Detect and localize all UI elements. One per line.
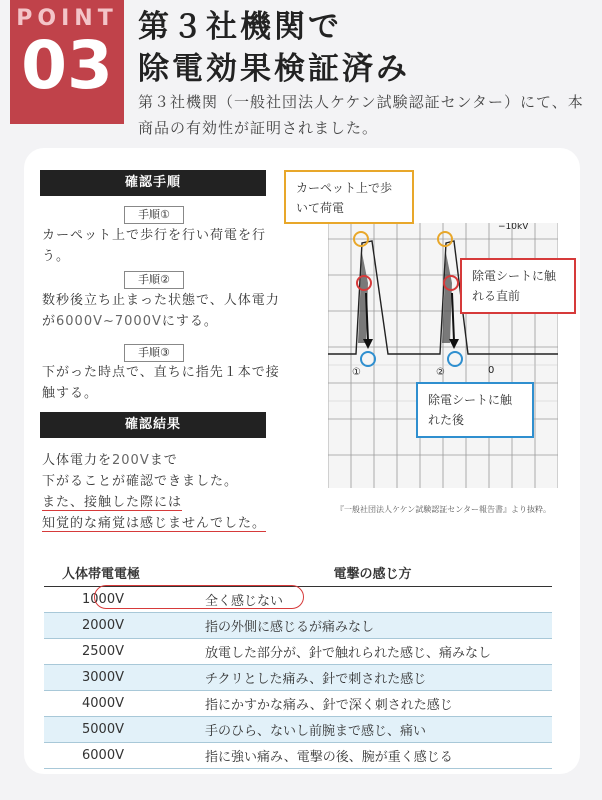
sensation-cell: 指の外側に感じるが痛みなし bbox=[193, 613, 552, 639]
header-sensation: 電撃の感じ方 bbox=[193, 558, 552, 587]
step-3-text: 下がった時点で、直ちに指先１本で接触する。 bbox=[42, 365, 280, 401]
result-line-4-text: 知覚的な痛覚は感じませんでした。 bbox=[42, 516, 267, 531]
title-line-2: 除電効果検証済み bbox=[138, 51, 410, 87]
sensation-cell: 指に強い痛み、電撃の後、腕が重く感じる bbox=[193, 743, 552, 769]
callout-after-touch: 除電シートに触れた後 bbox=[416, 382, 534, 438]
result-line-1-post: まで bbox=[149, 453, 178, 468]
sensation-cell: チクリとした痛み、針で刺された感じ bbox=[193, 665, 552, 691]
content-card bbox=[24, 148, 580, 774]
sensation-cell: 全く感じない bbox=[193, 587, 552, 613]
trace-marker-2: ② bbox=[436, 367, 445, 378]
point-number: 03 bbox=[21, 27, 113, 104]
result-line-4 bbox=[42, 513, 292, 534]
zero-label: 0 bbox=[488, 365, 495, 376]
voltage-cell: 2500V bbox=[44, 639, 193, 665]
step-2-text bbox=[42, 290, 282, 332]
callout-before-touch: 除電シートに触れる直前 bbox=[460, 258, 576, 314]
voltage-highlight: 6000V~7000V bbox=[56, 314, 162, 329]
header-voltage: 人体帯電電極 bbox=[44, 558, 193, 587]
table-row bbox=[44, 691, 552, 717]
voltage-cell: 3000V bbox=[44, 665, 193, 691]
result-line-3 bbox=[42, 492, 292, 513]
table-row bbox=[44, 743, 552, 769]
table-row bbox=[44, 613, 552, 639]
voltage-cell: 4000V bbox=[44, 691, 193, 717]
callout-charging: カーペット上で歩いて荷電 bbox=[284, 170, 414, 224]
point-word: POINT bbox=[16, 6, 118, 31]
table-row bbox=[44, 665, 552, 691]
highlight-oval bbox=[94, 585, 304, 609]
sensation-cell: 放電した部分が、針で触れられた感じ、痛みなし bbox=[193, 639, 552, 665]
result-line-1 bbox=[42, 450, 292, 471]
voltage-cell: 6000V bbox=[44, 743, 193, 769]
title-line-1: 第３社機関で bbox=[138, 9, 342, 45]
result-text bbox=[42, 450, 292, 534]
step-1-text: カーペット上で歩行を行い荷電を行う。 bbox=[42, 228, 267, 264]
result-line-1-pre: 人体電力を bbox=[42, 453, 113, 468]
voltage-cell: 2000V bbox=[44, 613, 193, 639]
result-line-2: 下がることが確認できました。 bbox=[42, 474, 239, 489]
step-1-label: 手順① bbox=[124, 206, 184, 224]
trace-marker-1: ① bbox=[352, 367, 361, 378]
result-line-3-text: また、接触した際には bbox=[42, 495, 183, 510]
sensation-cell: 指にかすかな痛み、針で深く刺された感じ bbox=[193, 691, 552, 717]
voltage-cell: 1000V bbox=[44, 587, 193, 613]
source-note: 『一般社団法人ケケン試験認証センター報告書』より抜粋。 bbox=[336, 505, 551, 514]
step-2-label: 手順② bbox=[124, 271, 184, 289]
page-title bbox=[138, 6, 410, 90]
scale-label: −10kV bbox=[498, 223, 529, 232]
table-row bbox=[44, 639, 552, 665]
step-2-text-pre: 数秒後立ち止まった状態で、人体電力が bbox=[42, 293, 280, 329]
sensation-cell: 手のひら、ないし前腕まで感じ、痛い bbox=[193, 717, 552, 743]
table-row bbox=[44, 717, 552, 743]
result-voltage: 200V bbox=[112, 453, 150, 468]
step-2-text-post: にする。 bbox=[161, 314, 218, 329]
table-header-row bbox=[44, 558, 552, 587]
lead-text: 第３社機関（一般社団法人ケケン試験認証センター）にて、本商品の有効性が証明されました。 bbox=[138, 93, 584, 137]
procedure-heading: 確認手順 bbox=[40, 170, 266, 196]
step-3-label: 手順③ bbox=[124, 344, 184, 362]
result-heading: 確認結果 bbox=[40, 412, 266, 438]
voltage-cell: 5000V bbox=[44, 717, 193, 743]
point-badge bbox=[10, 0, 124, 124]
